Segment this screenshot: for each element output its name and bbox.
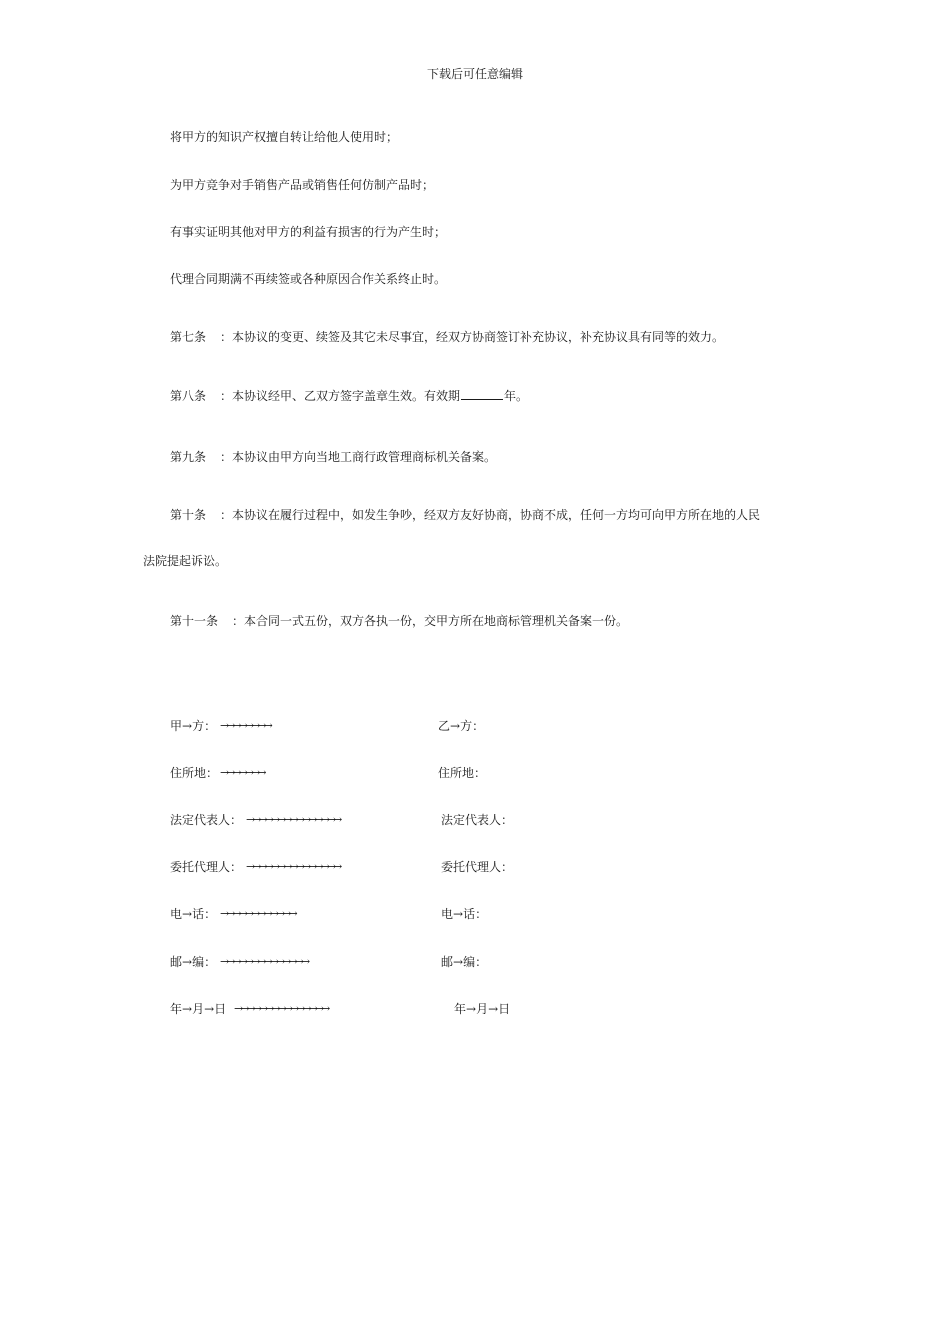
article-10-number: 第十条	[170, 508, 207, 522]
date-a-label	[170, 1001, 226, 1017]
date-b-month: 月	[476, 1002, 489, 1016]
arrow-glyph: →	[182, 1002, 193, 1016]
postcode-b-char: 邮	[441, 955, 454, 969]
address-a-fill-arrows: →→→→→→→	[220, 766, 264, 779]
phone-a-fill-arrows: →→→→→→→→→→→→	[220, 907, 295, 920]
article-7	[170, 329, 724, 345]
article-11	[170, 613, 628, 629]
legal-rep-b-label: 法定代表人：	[441, 813, 514, 827]
legal-rep-a-fill-arrows: →→→→→→→→→→→→→→→	[246, 813, 340, 826]
postcode-a-label	[170, 954, 216, 970]
address-b-label: 住所地：	[438, 766, 487, 780]
article-8-text-end: 年。	[504, 389, 529, 403]
clause-item-3: 有事实证明其他对甲方的利益有损害的行为产生时；	[170, 225, 447, 239]
arrow-glyph: →	[453, 907, 464, 921]
arrow-glyph: →	[466, 1002, 477, 1016]
phone-a-char: 电	[170, 907, 183, 921]
date-b-label	[454, 1001, 510, 1017]
postcode-b-suffix: 编：	[463, 955, 488, 969]
article-7-number: 第七条	[170, 330, 207, 344]
agent-a-fill-arrows: →→→→→→→→→→→→→→→	[246, 860, 340, 873]
date-b-day: 日	[498, 1002, 511, 1016]
arrow-glyph: →	[450, 719, 461, 733]
article-10-text: ：本协议在履行过程中，如发生争吵，经双方友好协商，协商不成，任何一方均可向甲方所在地的人民	[220, 508, 761, 522]
clause-item-4: 代理合同期满不再续签或各种原因合作关系终止时。	[170, 272, 447, 286]
article-11-number: 第十一条	[170, 614, 219, 628]
phone-a-suffix: 话：	[192, 907, 217, 921]
postcode-a-fill-arrows: →→→→→→→→→→→→→→	[220, 955, 308, 968]
article-10-continuation: 法院提起诉讼。	[143, 554, 228, 568]
page-header: 下载后可任意编辑	[426, 67, 523, 81]
party-a-fill-arrows: →→→→→→→→	[220, 719, 270, 732]
article-9	[170, 449, 496, 465]
party-a-suffix: 方：	[192, 719, 217, 733]
article-8	[170, 388, 528, 404]
postcode-b-label	[441, 954, 487, 970]
postcode-a-char: 邮	[170, 955, 183, 969]
article-10	[170, 507, 760, 523]
date-a-day: 日	[214, 1002, 227, 1016]
validity-period-blank	[461, 388, 503, 400]
article-8-number: 第八条	[170, 389, 207, 403]
party-a-char: 甲	[170, 719, 183, 733]
address-a-label: 住所地：	[170, 766, 219, 780]
phone-a-label	[170, 906, 216, 922]
party-b-label	[438, 718, 484, 734]
phone-b-suffix: 话：	[463, 907, 488, 921]
article-8-text: ：本协议经甲、乙双方签字盖章生效。有效期	[220, 389, 461, 403]
clause-item-2: 为甲方竞争对手销售产品或销售任何仿制产品时；	[170, 178, 435, 192]
party-b-suffix: 方：	[460, 719, 485, 733]
party-a-label	[170, 718, 216, 734]
date-a-fill-arrows: →→→→→→→→→→→→→→→	[234, 1002, 328, 1015]
arrow-glyph: →	[488, 1002, 499, 1016]
legal-rep-a-label: 法定代表人：	[170, 813, 243, 827]
article-9-text: ：本协议由甲方向当地工商行政管理商标机关备案。	[220, 450, 497, 464]
phone-b-label	[441, 906, 487, 922]
arrow-glyph: →	[204, 1002, 215, 1016]
date-a-year: 年	[170, 1002, 183, 1016]
party-b-char: 乙	[438, 719, 451, 733]
arrow-glyph: →	[182, 719, 193, 733]
agent-a-label: 委托代理人：	[170, 860, 243, 874]
arrow-glyph: →	[182, 907, 193, 921]
article-9-number: 第九条	[170, 450, 207, 464]
arrow-glyph: →	[182, 955, 193, 969]
article-7-text: ：本协议的变更、续签及其它未尽事宜，经双方协商签订补充协议，补充协议具有同等的效力。	[220, 330, 725, 344]
agent-b-label: 委托代理人：	[441, 860, 514, 874]
postcode-a-suffix: 编：	[192, 955, 217, 969]
date-b-year: 年	[454, 1002, 467, 1016]
arrow-glyph: →	[453, 955, 464, 969]
article-11-text: ：本合同一式五份，双方各执一份，交甲方所在地商标管理机关备案一份。	[232, 614, 629, 628]
date-a-month: 月	[192, 1002, 205, 1016]
clause-item-1: 将甲方的知识产权擅自转让给他人使用时；	[170, 130, 399, 144]
phone-b-char: 电	[441, 907, 454, 921]
